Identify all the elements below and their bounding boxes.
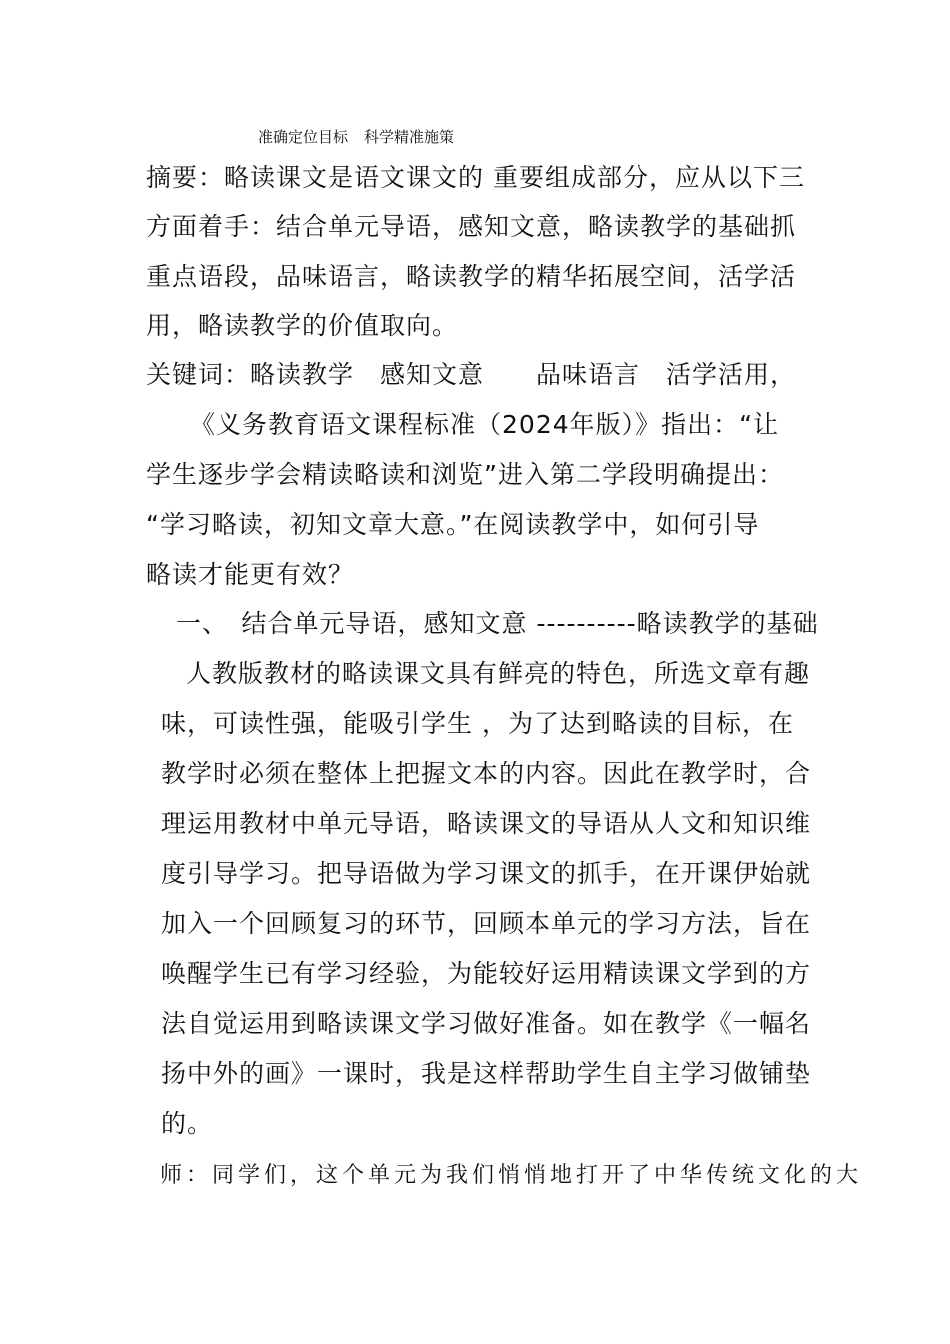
body-line: 加入一个回顾复习的环节，回顾本单元的学习方法，旨在 xyxy=(161,909,812,938)
intro-line: 学生逐步学会精读略读和浏览”进入第二学段明确提出： xyxy=(146,460,784,489)
body-line: 味，可读性强，能吸引学生 ，为了达到略读的目标，在 xyxy=(161,709,794,738)
body-line: 扬中外的画》一课时，我是这样帮助学生自主学习做铺垫 xyxy=(161,1059,812,1088)
title-part-2: 科学精准施策 xyxy=(364,128,455,146)
intro-line: “学习略读，初知文章大意。”在阅读教学中，如何引导 xyxy=(146,510,760,539)
document-title xyxy=(258,126,454,148)
body-line: 人教版教材的略读课文具有鲜亮的特色，所选文章有趣 xyxy=(186,659,811,688)
body-line: 法自觉运用到略读课文学习做好准备。如在教学《一幅名 xyxy=(161,1009,812,1038)
body-line: 唤醒学生已有学习经验，为能较好运用精读课文学到的方 xyxy=(161,959,812,988)
abstract-line: 方面着手：结合单元导语，感知文意，略读教学的基础抓 xyxy=(146,212,797,241)
body-line: 的。 xyxy=(161,1109,214,1138)
keywords-line: 关键词：略读教学 感知文意 品味语言 活学活用， xyxy=(146,360,797,389)
intro-line: 《义务教育语文课程标准（2024年版）》指出：“让 xyxy=(190,410,780,439)
body-line: 理运用教材中单元导语，略读课文的导语从人文和知识维 xyxy=(161,809,812,838)
title-part-1: 准确定位目标 xyxy=(258,128,349,146)
dialogue-line: 师：同学们，这个单元为我们悄悄地打开了中华传统文化的大 xyxy=(160,1163,863,1188)
body-line: 教学时必须在整体上把握文本的内容。因此在教学时，合 xyxy=(161,759,812,788)
abstract-line: 重点语段，品味语言，略读教学的精华拓展空间，活学活 xyxy=(146,262,797,291)
abstract-line: 用，略读教学的价值取向。 xyxy=(146,311,459,340)
intro-line: 略读才能更有效？ xyxy=(146,560,355,589)
abstract-line: 摘要：略读课文是语文课文的 重要组成部分，应从以下三 xyxy=(146,163,805,192)
body-line: 度引导学习。把导语做为学习课文的抓手，在开课伊始就 xyxy=(161,859,812,888)
section-heading: 一、 结合单元导语，感知文意 ----------略读教学的基础 xyxy=(176,609,819,638)
